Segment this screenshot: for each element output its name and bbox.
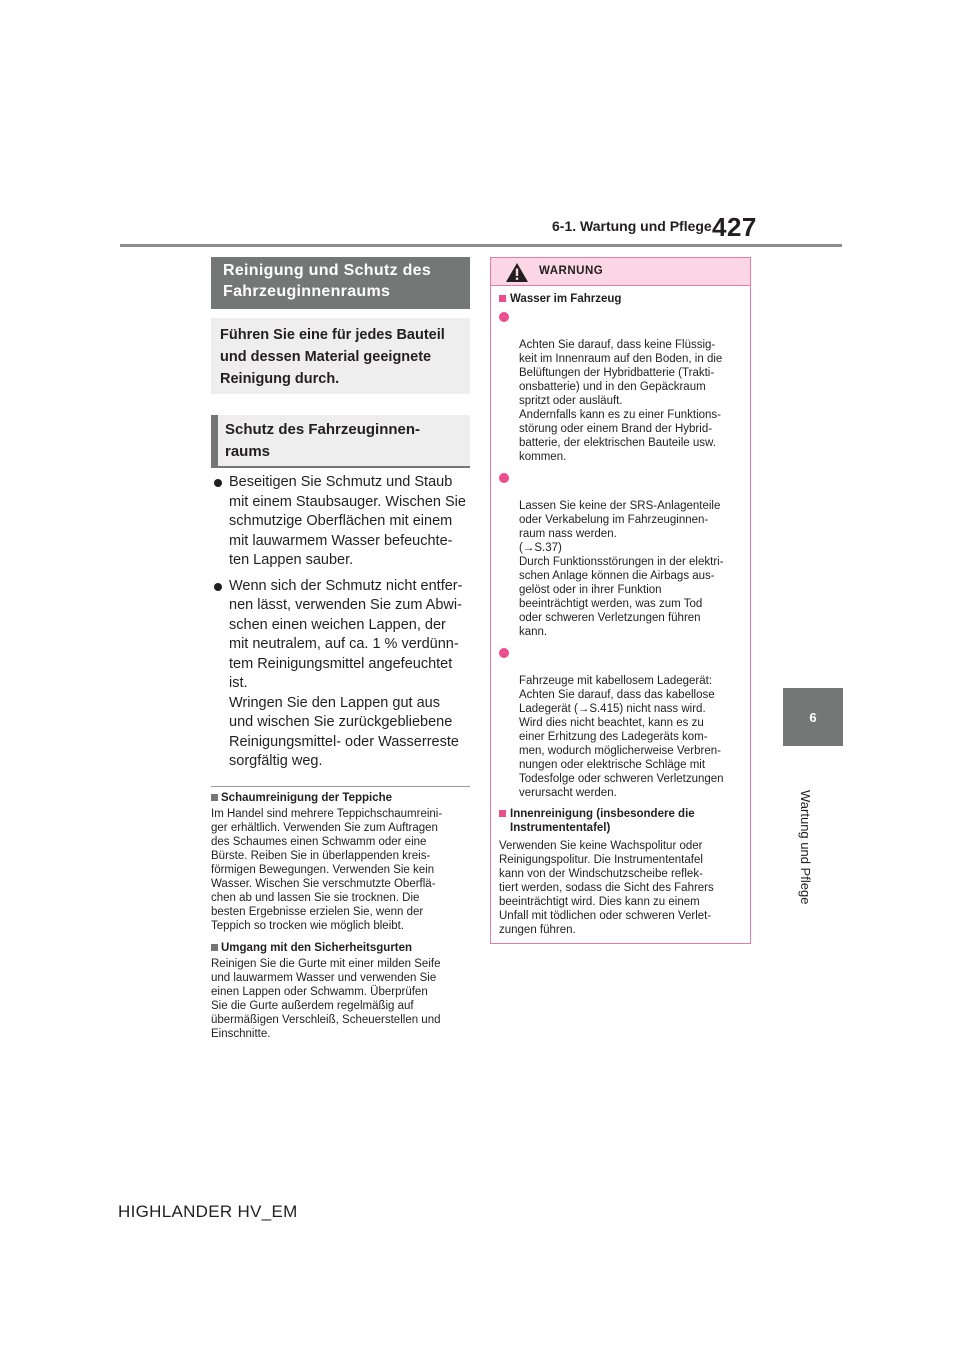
note-heading (211, 941, 473, 955)
notes-section (211, 791, 473, 1049)
section-reference: 6-1. Wartung und Pflege (552, 218, 712, 234)
bullet-list (211, 473, 473, 778)
list-item (211, 577, 473, 772)
warning-title: WARNUNG (539, 265, 604, 277)
warning-body (491, 286, 750, 937)
chapter-title: Wartung und Pflege (798, 790, 813, 905)
warning-paragraph: Verwenden Sie keine Wachspolitur oder Reinigungspolitur. Die Instrumententafel kann von der Windschutzscheibe reflek- tiert werden, sodass die Sicht des Fahrers beeinträchtigt wird. Dies kann zu einem Unfall mit tödlichen oder schweren Verlet- zungen führen. (499, 840, 714, 936)
warning-section-heading (499, 292, 742, 306)
square-bullet-icon (499, 810, 506, 817)
note-body: Im Handel sind mehrere Teppichschaumreini- ger erhältlich. Verwenden Sie zum Auftragen des Schaumes einen Schwamm oder eine Bürste. Reiben Sie in überlappenden kreis- förmigen Bewegungen. Verwenden Sie kein Wasser. Wischen Sie verschmutzte Oberflä- chen ab und lassen Sie sie trocknen. Die besten Ergebnisse erzielen Sie, wenn der Teppich so trocken wie möglich bleibt. (211, 808, 443, 932)
bullet-dot-icon (499, 312, 509, 322)
warning-section-heading (499, 807, 742, 835)
footer-model-name: HIGHLANDER HV_EM (118, 1202, 298, 1221)
note-heading-text: Umgang mit den Sicherheitsgurten (221, 942, 413, 954)
section-title: Reinigung und Schutz des Fahrzeuginnenraums (211, 257, 470, 309)
square-bullet-icon (211, 794, 218, 801)
note-heading (211, 791, 473, 805)
note-body: Reinigen Sie die Gurte mit einer milden Seife und lauwarmem Wasser und verwenden Sie einen Lappen oder Schwamm. Überprüfen Sie die Gurte außerdem regelmäßig auf übermäßigen Verschleiß, Scheuerstellen und Einschnitte. (211, 958, 441, 1040)
warning-section-heading-text: Innenreinigung (insbesondere die Instrumententafel) (510, 808, 695, 834)
warning-item (499, 646, 742, 800)
warning-item-text: Lassen Sie keine der SRS-Anlagenteile oder Verkabelung im Fahrzeuginnen- raum nass werden. (→S.37) Durch Funktionsstörungen in der elektri- schen Anlage können die Airbags aus- gelöst oder in ihrer Funktion beeinträchtigt werden, was zum Tod oder schweren Verletzungen führen kann. (519, 500, 724, 638)
warning-section-heading-text: Wasser im Fahrzeug (510, 293, 622, 305)
note-heading-text: Schaumreinigung der Teppiche (221, 792, 393, 804)
subsection-title-text: Schutz des Fahrzeuginnen- raums (225, 421, 421, 460)
chapter-tab[interactable] (783, 688, 843, 746)
warning-item-text: Achten Sie darauf, dass keine Flüssig- keit im Innenraum auf den Boden, in die Belüftungen der Hybridbatterie (Trakti- onsbatterie) und in den Gepäckraum spritzt oder ausläuft. Andernfalls kann es zu einer Funktions- störung oder einem Brand der Hybrid- batterie, der elektrischen Bauteile usw. kommen. (519, 339, 723, 463)
warning-header (491, 258, 750, 286)
warning-item-text: Fahrzeuge mit kabellosem Ladegerät: Achten Sie darauf, dass das kabellose Ladegerät (→S.415) nicht nass wird. Wird dies nicht beachtet, kann es zu einer Erhitzung des Ladegeräts kom- men, wodurch möglicherweise Verbren- nungen oder elektrische Schläge mit Todesfolge oder schweren Verletzungen verursacht werden. (519, 675, 724, 799)
notes-rule (211, 786, 470, 787)
header-rule (120, 244, 842, 247)
bullet-dot-icon (499, 473, 509, 483)
chapter-number: 6 (809, 709, 817, 725)
page-number: 427 (712, 212, 757, 242)
warning-box (490, 257, 751, 944)
intro-box: Führen Sie eine für jedes Bauteil und dessen Material geeignete Reinigung durch. (211, 318, 470, 394)
warning-item (499, 310, 742, 464)
chapter-side-label (795, 790, 815, 905)
warning-item (499, 471, 742, 639)
bullet-dot-icon (499, 648, 509, 658)
bullet-dot-icon (214, 583, 222, 591)
square-bullet-icon (499, 295, 506, 302)
list-item (211, 473, 473, 571)
subsection-title (211, 415, 470, 466)
square-bullet-icon (211, 944, 218, 951)
bullet-dot-icon (214, 479, 222, 487)
subsection-rule (211, 466, 470, 468)
bullet-text: Beseitigen Sie Schmutz und Staub mit einem Staubsauger. Wischen Sie schmutzige Oberflächen mit einem mit lauwarmem Wasser befeuchte- ten Lappen sauber. (229, 474, 466, 568)
warning-triangle-icon (506, 263, 528, 282)
bullet-text: Wenn sich der Schmutz nicht entfer- nen lässt, verwenden Sie zum Abwi- schen einen weichen Lappen, der mit neutralem, auf ca. 1 % verdünn- tem Reinigungsmittel angefeuchtet ist. Wringen Sie den Lappen gut aus und wischen Sie zurückgebliebene Reinigungsmittel- oder Wasserreste sorgfältig weg. (229, 577, 463, 769)
